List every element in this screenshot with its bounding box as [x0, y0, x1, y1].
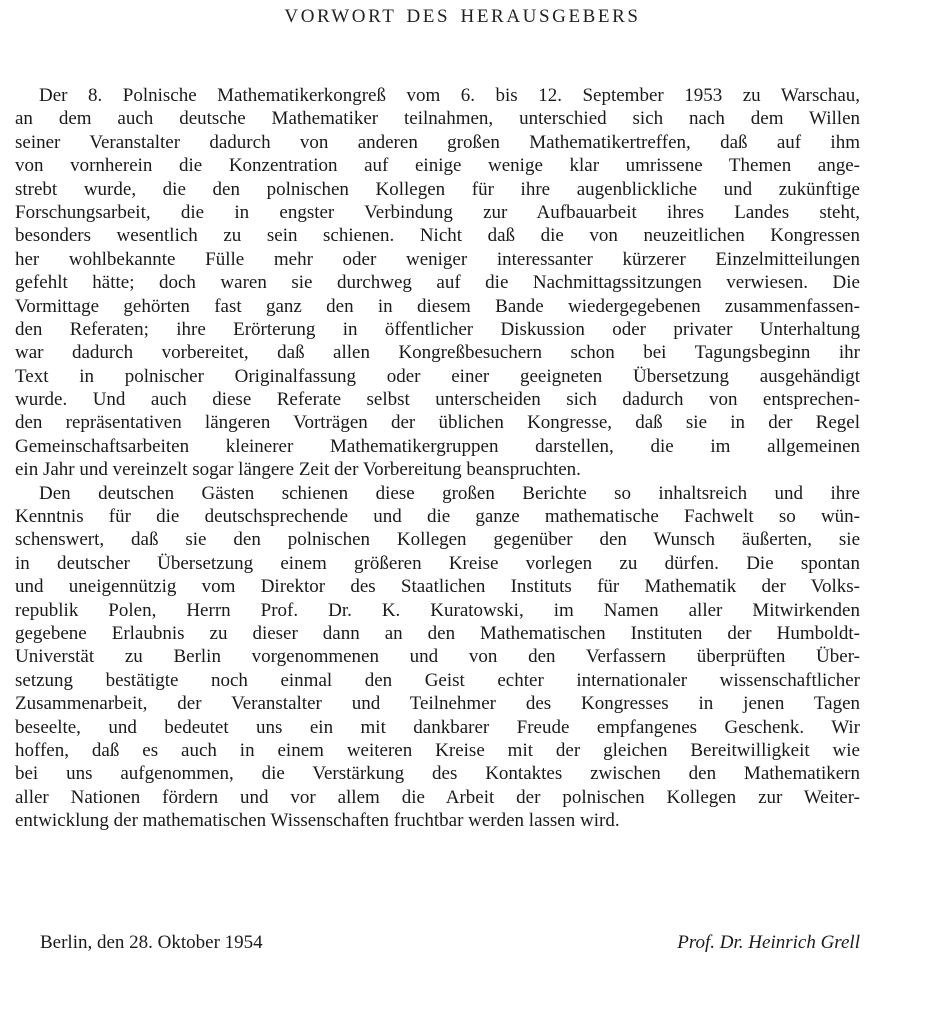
text-line: besonders wesentlich zu sein schienen. Nicht daß die von neuzeitlichen Kongressen — [15, 225, 860, 247]
text-line: Den deutschen Gästen schienen diese großen Berichte so inhaltsreich und ihre — [39, 482, 860, 504]
text-line: schenswert, daß sie den polnischen Kollegen gegenüber den Wunsch äußerten, sie — [15, 529, 860, 551]
text-line: her wohlbekannte Fülle mehr oder weniger interessanter kürzerer Einzelmitteilungen — [15, 248, 860, 270]
text-line: entwicklung der mathematischen Wissenschaften fruchtbar werden lassen wird. — [15, 810, 620, 832]
author-signature: Prof. Dr. Heinrich Grell — [677, 932, 860, 953]
text-line: hoffen, daß es auch in einem weiteren Kreise mit der gleichen Bereitwilligkeit wie — [15, 739, 860, 761]
text-line: Forschungsarbeit, die in engster Verbindung zur Aufbauarbeit ihres Landes steht, — [15, 201, 860, 223]
text-line: in deutscher Übersetzung einem größeren Kreise vorlegen zu dürfen. Die spontan — [15, 552, 860, 574]
paragraph — [15, 84, 860, 482]
text-line: Zusammenarbeit, der Veranstalter und Teilnehmer des Kongresses in jenen Tagen — [15, 693, 860, 715]
text-line: wurde. Und auch diese Referate selbst unterscheiden sich dadurch von entsprechen- — [15, 389, 860, 411]
text-line: Text in polnischer Originalfassung oder einer geeigneten Übersetzung ausgehändigt — [15, 365, 860, 387]
text-line: bei uns aufgenommen, die Verstärkung des Kontaktes zwischen den Mathematikern — [15, 763, 860, 785]
paragraph — [15, 482, 860, 833]
text-line: Gemeinschaftsarbeiten kleinerer Mathematikergruppen darstellen, die im allgemeinen — [15, 435, 860, 457]
place-date: Berlin, den 28. Oktober 1954 — [40, 932, 263, 953]
text-line: gefehlt hätte; doch waren sie durchweg auf die Nachmittagssitzungen verwiesen. Die — [15, 272, 860, 294]
text-line: beseelte, und bedeutet uns ein mit dankbarer Freude empfangenes Geschenk. Wir — [15, 716, 860, 738]
text-line: von vornherein die Konzentration auf einige wenige klar umrissene Themen ange- — [15, 155, 860, 177]
text-line: den repräsentativen längeren Vorträgen der üblichen Kongresse, daß sie in der Regel — [15, 412, 860, 434]
text-line: aller Nationen fördern und vor allem die Arbeit der polnischen Kollegen zur Weiter- — [15, 786, 860, 808]
text-line: gegebene Erlaubnis zu dieser dann an den Mathematischen Instituten der Humboldt- — [15, 622, 860, 644]
text-line: seiner Veranstalter dadurch von anderen großen Mathematikertreffen, daß auf ihm — [15, 131, 860, 153]
text-line: den Referaten; ihre Erörterung in öffentlicher Diskussion oder privater Unterhaltung — [15, 318, 860, 340]
text-line: ein Jahr und vereinzelt sogar längere Zeit der Vorbereitung beanspruchten. — [15, 459, 581, 481]
text-line: Vormittage gehörten fast ganz den in diesem Bande wiedergegebenen zusammenfassen- — [15, 295, 860, 317]
text-line: setzung bestätigte noch einmal den Geist echter internationaler wissenschaftlicher — [15, 669, 860, 691]
text-line: republik Polen, Herrn Prof. Dr. K. Kuratowski, im Namen aller Mitwirkenden — [15, 599, 860, 621]
text-line: Der 8. Polnische Mathematikerkongreß vom 6. bis 12. September 1953 zu Warschau, — [39, 85, 860, 106]
page-heading: VORWORT DES HERAUSGEBERS — [284, 6, 641, 27]
text-line: Kenntnis für die deutschsprechende und die ganze mathematische Fachwelt so wün- — [15, 506, 860, 528]
preface-body — [15, 84, 860, 833]
text-line: und uneigennützig vom Direktor des Staatlichen Instituts für Mathematik der Volks- — [15, 576, 860, 598]
text-line: strebt wurde, die den polnischen Kollegen für ihre augenblickliche und zukünftige — [15, 178, 860, 200]
text-line: war dadurch vorbereitet, daß allen Kongreßbesuchern schon bei Tagungsbeginn ihr — [15, 342, 860, 364]
text-line: Universtät zu Berlin vorgenommenen und von den Verfassern überprüften Über- — [15, 646, 860, 668]
text-line: an dem auch deutsche Mathematiker teilnahmen, unterschied sich nach dem Willen — [15, 108, 860, 130]
